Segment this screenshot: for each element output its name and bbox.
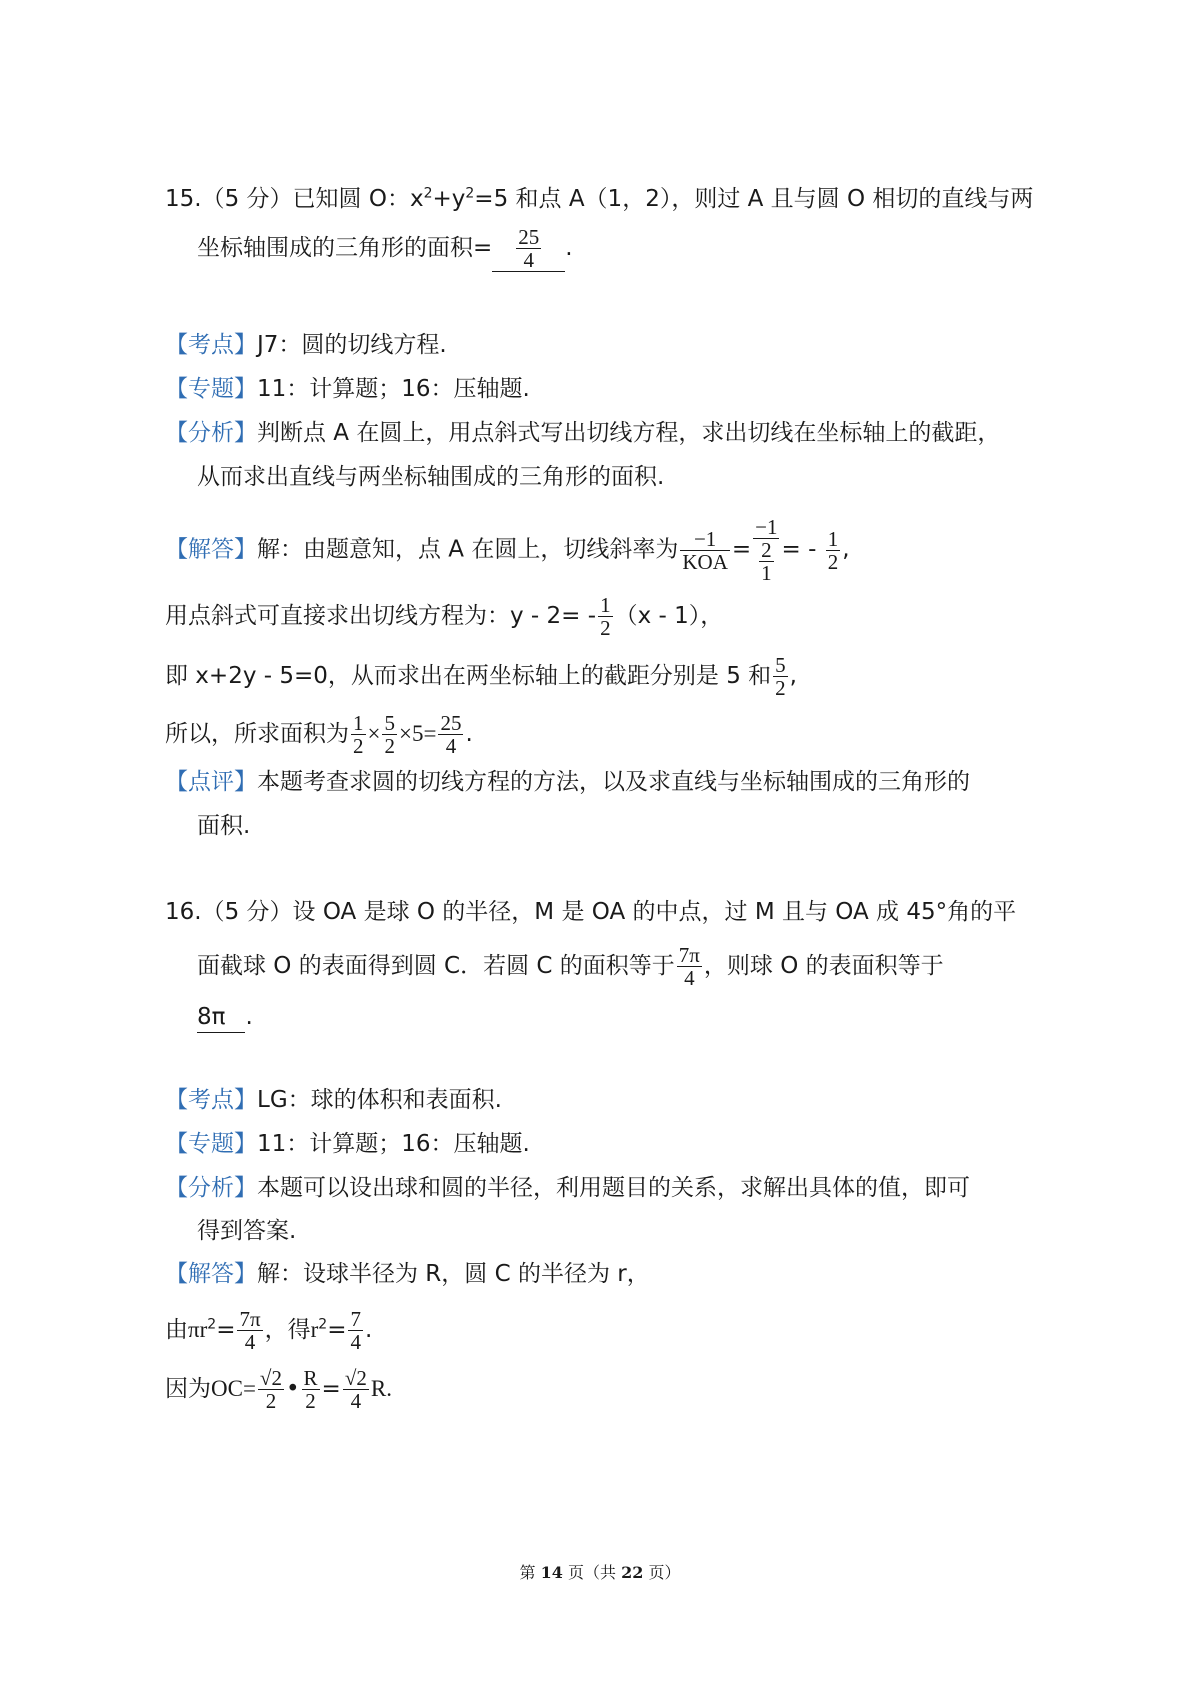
q16-line-b [165, 1367, 392, 1412]
q16-jieda [165, 1259, 650, 1289]
q15-line-b-text: 即 x+2y - 5=0，从而求出在两坐标轴上的截距分别是 5 和 [165, 663, 772, 689]
q16-line-a-mid: ，得 [264, 1317, 311, 1343]
q15-kaodian-text: J7：圆的切线方程. [257, 332, 447, 358]
q16-fenxi-tag: 【分析】 [165, 1175, 257, 1201]
q16-line-a-f2-num: 7 [350, 1307, 361, 1331]
q15-jieda-end: , [842, 536, 850, 563]
q15-line-a-fraction [598, 594, 613, 639]
slope-fraction-2-den [753, 539, 779, 584]
page-footer [0, 1560, 1200, 1583]
q16-fenxi-text2: 得到答案. [197, 1218, 297, 1244]
slope-fraction-1-num: −1 [680, 528, 730, 551]
q16-fenxi-text1: 本题可以设出球和圆的半径，利用题目的关系，求解出具体的值，即可 [257, 1175, 970, 1201]
q15-line2-end: . [565, 235, 573, 261]
q16-zhuanti [165, 1129, 530, 1159]
q15-answer-denominator: 4 [523, 248, 535, 272]
area-fraction-3-den: 4 [445, 734, 457, 758]
q15-text-a: 已知圆 O：x [292, 186, 424, 212]
q15-line1 [165, 184, 1033, 214]
q15-line-b-fraction [773, 654, 788, 699]
q15-line-a-den: 2 [600, 616, 611, 640]
area-fraction-2-den: 2 [384, 734, 395, 758]
slope-fraction-2-inner-den: 1 [761, 561, 772, 585]
q15-line-c-text: 所以，所求面积为 [165, 721, 349, 747]
q15-zhuanti-tag: 【专题】 [165, 376, 257, 402]
q16-line-b-f2-den: 2 [305, 1389, 316, 1413]
q16-fenxi-line1 [165, 1173, 970, 1203]
q16-line-b-f1-den: 2 [265, 1389, 277, 1413]
footer-mid: 页（共 [562, 1563, 622, 1582]
area-fraction-2 [382, 712, 397, 757]
q15-line-b-end: , [789, 663, 797, 689]
q16-line-a-f1-num: 7π [239, 1307, 261, 1331]
q16-text2: 面截球 O 的表面得到圆 C．若圆 C 的面积等于 [197, 953, 675, 979]
q15-answer-numerator: 25 [518, 225, 540, 249]
q16-line-b-f2-num: R [303, 1366, 318, 1390]
area-fraction-1 [351, 712, 366, 757]
area-fraction-3 [438, 712, 463, 757]
slope-fraction-1 [680, 528, 730, 573]
slope-fraction-2-num: −1 [755, 515, 778, 539]
footer-pre: 第 [519, 1563, 541, 1582]
times-1: × [367, 721, 381, 746]
q15-kaodian [165, 330, 447, 360]
slope-eq-1: = [731, 536, 752, 563]
q16-area-fraction [677, 944, 702, 989]
slope-fraction-3 [826, 528, 841, 573]
q16-line-b-f3-num: √2 [344, 1366, 367, 1390]
q16-line-b-fraction-3 [343, 1367, 369, 1412]
q15-line-b-den: 2 [775, 676, 786, 700]
q16-sup-1: 2 [207, 1316, 217, 1333]
q15-fenxi-line2 [197, 462, 664, 492]
q16-oc: OC= [211, 1376, 256, 1401]
q15-line-c [165, 712, 473, 757]
q16-line-b-f3-den: 4 [350, 1389, 362, 1413]
q16-line-b-fraction-1 [258, 1367, 284, 1412]
q16-line-b-pre: 因为 [165, 1376, 211, 1402]
q15-text-b: +y [432, 186, 466, 212]
q16-line-a-pre: 由 [165, 1317, 188, 1343]
q16-kaodian-text: LG：球的体积和表面积. [257, 1087, 502, 1113]
q15-line-c-end: . [465, 721, 473, 747]
q16-zhuanti-text: 11：计算题；16：压轴题. [257, 1131, 530, 1157]
slope-eq-2: = - [781, 536, 824, 563]
q16-area-num: 7π [678, 943, 700, 967]
q15-line-b [165, 654, 797, 699]
q16-line1 [165, 897, 1016, 927]
q16-zhuanti-tag: 【专题】 [165, 1131, 257, 1157]
q15-zhuanti [165, 374, 530, 404]
q15-line-a-num: 1 [600, 593, 611, 617]
q16-kaodian-tag: 【考点】 [165, 1087, 257, 1113]
q16-line-a-end: . [364, 1317, 373, 1343]
q16-line-a [165, 1308, 372, 1353]
q15-jieda [165, 516, 850, 584]
q15-fenxi-text1: 判断点 A 在圆上，用点斜式写出切线方程，求出切线在坐标轴上的截距， [257, 420, 1001, 446]
q16-answer-blank [197, 1002, 245, 1033]
q15-kaodian-tag: 【考点】 [165, 332, 257, 358]
q16-line-a-f2-den: 4 [350, 1330, 361, 1354]
q15-answer-fraction [516, 226, 541, 271]
q15-line-b-num: 5 [775, 653, 786, 677]
slope-fraction-2-inner-num: 2 [761, 538, 772, 562]
q16-line-b-eq: = [321, 1376, 341, 1402]
footer-total-pages: 22 [621, 1563, 644, 1582]
q16-number: 16.（5 分） [165, 899, 293, 925]
q15-dianping-tag: 【点评】 [165, 769, 257, 795]
q15-fenxi-line1 [165, 418, 1000, 448]
q16-text2-end: ，则球 O 的表面积等于 [703, 953, 944, 979]
slope-fraction-3-num: 1 [827, 526, 839, 551]
q15-line-a-end: （x - 1）， [614, 603, 724, 629]
q15-line2-text: 坐标轴围成的三角形的面积= [197, 235, 493, 261]
q15-dianping-line1 [165, 767, 970, 797]
q16-jieda-tag: 【解答】 [165, 1261, 257, 1287]
q15-line-a-text: 用点斜式可直接求出切线方程为：y - 2= - [165, 603, 597, 629]
q15-number: 15.（5 分） [165, 186, 293, 212]
q15-fenxi-text2: 从而求出直线与两坐标轴围成的三角形的面积. [197, 464, 665, 490]
q16-line2 [197, 944, 944, 989]
q16-line-a-f1-den: 4 [244, 1330, 256, 1354]
q15-sup-1: 2 [423, 185, 433, 202]
q15-jieda-tag: 【解答】 [165, 536, 257, 563]
q16-text1: 设 OA 是球 O 的半径，M 是 OA 的中点，过 M 且与 OA 成 45°角的平 [292, 899, 1017, 925]
q16-r: r [310, 1317, 319, 1342]
q16-line-b-fraction-2 [302, 1367, 320, 1412]
q15-dianping-text2: 面积. [197, 813, 251, 839]
slope-fraction-3-den: 2 [827, 549, 839, 574]
q16-line-a-fraction-2 [348, 1308, 363, 1353]
q16-eq-2: = [327, 1317, 347, 1343]
q16-line-b-end: R. [370, 1376, 392, 1401]
q16-dot: • [285, 1376, 300, 1402]
q15-answer-blank [492, 226, 565, 272]
q16-jieda-text: 解：设球半径为 R，圆 C 的半径为 r， [257, 1261, 650, 1287]
q15-dianping-line2 [197, 811, 250, 841]
slope-fraction-1-den: KOA [682, 549, 728, 574]
q16-pi-r: πr [188, 1317, 208, 1342]
q15-line2 [197, 226, 573, 272]
q15-sup-2: 2 [465, 185, 475, 202]
q15-jieda-text: 解：由题意知，点 A 在圆上，切线斜率为 [257, 536, 679, 563]
q16-line3-end: . [245, 1004, 253, 1030]
q16-answer: 8π [197, 1004, 226, 1030]
q16-sup-2: 2 [318, 1316, 328, 1333]
footer-post: 页） [643, 1563, 681, 1582]
q15-line-a [165, 594, 723, 639]
slope-fraction-2 [753, 516, 779, 584]
q16-kaodian [165, 1085, 502, 1115]
q16-fenxi-line2 [197, 1216, 296, 1246]
slope-fraction-2-inner [759, 539, 774, 584]
q15-fenxi-tag: 【分析】 [165, 420, 257, 446]
q15-dianping-text1: 本题考查求圆的切线方程的方法，以及求直线与坐标轴围成的三角形的 [257, 769, 970, 795]
q16-eq-1: = [216, 1317, 236, 1343]
footer-page-number: 14 [540, 1563, 563, 1582]
area-fraction-1-num: 1 [353, 711, 364, 735]
q16-line3 [197, 1002, 253, 1033]
times-2: ×5= [398, 721, 437, 746]
area-fraction-1-den: 2 [353, 734, 364, 758]
q16-line-a-fraction-1 [237, 1308, 262, 1353]
q16-area-den: 4 [684, 966, 695, 990]
q15-zhuanti-text: 11：计算题；16：压轴题. [257, 376, 530, 402]
q16-line-b-f1-num: √2 [259, 1366, 282, 1390]
area-fraction-2-num: 5 [384, 711, 395, 735]
area-fraction-3-num: 25 [440, 711, 462, 735]
q15-text-c: =5 和点 A（1，2），则过 A 且与圆 O 相切的直线与两 [474, 186, 1034, 212]
